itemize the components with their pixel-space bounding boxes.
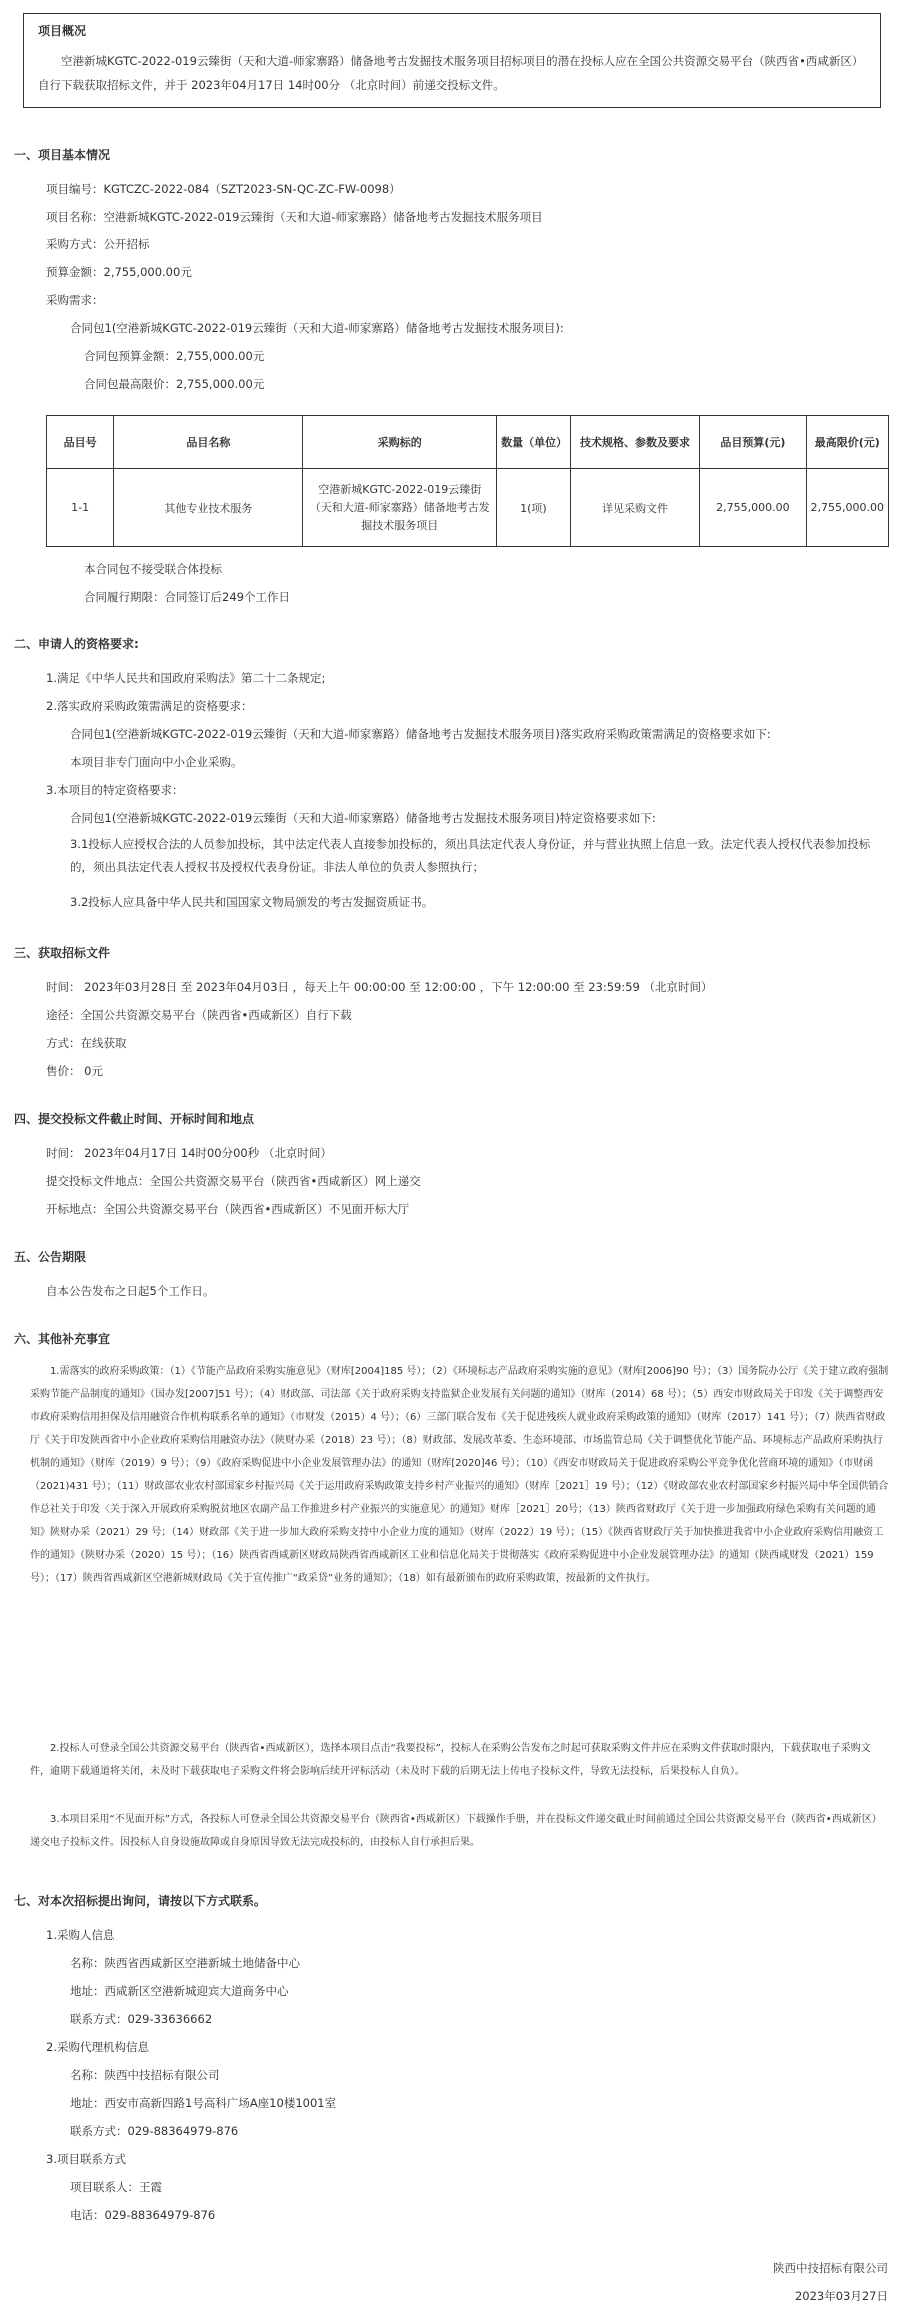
- qual-item-2b: 本项目非专门面向中小企业采购。: [70, 755, 243, 769]
- section-3-title: 三、获取招标文件: [14, 946, 111, 960]
- agency-address: 地址：西安市高新四路1号高科广场A座10楼1001室: [70, 2096, 337, 2110]
- qual-item-2: 2.落实政府采购政策需满足的资格要求：: [46, 699, 253, 713]
- header-target: 采购标的: [303, 416, 497, 469]
- section-6-title: 六、其他补充事宜: [14, 1332, 111, 1346]
- header-max-price: 最高限价(元): [806, 416, 888, 469]
- supplement-policies: 1.需落实的政府采购政策：（1）《节能产品政府采购实施意见》（财库[2004]185 号）；（2）《环境标志产品政府采购实施的意见》（财库[2006]90 号）；（3）国务院办公厅《关于建立政府强制采购节能产品制度的通知》（国办发[2007]51 号）；（4）财政部、司法部《关于政府采购支持监狱企业发展有关问题的通知》（财库（2014）68 号）；（5）西安市财政局关于印发《关于调整西安市政府采购信用担保及信用融资合作机构联系名单的通知》（市财发（2015）4 号）；（6）三部门联合发布《关于促进残疾人就业政府采购政策的通知》（财库（2017）141 号）；（7）陕西省财政厅《关于印发陕西省中小企业政府采购信用融资办法》（陕财办采（2018）23 号）；（8）财政部、发展改革委、生态环境部、市场监管总局《关于调整优化节能产品、环境标志产品政府采购执行机制的通知》（财库（2019）9 号）；（9）《政府采购促进中小企业发展管理办法》的通知（财库[2020]46 号）；（10）《西安市财政局关于促进政府采购公平竞争优化营商环境的通知》（市财函（2021)431 号）；（11）财政部农业农村部国家乡村振兴局《关于运用政府采购政策支持乡村产业振兴的通知》（财库［2021］19 号）；（12）《财政部农业农村部国家乡村振兴局中华全国供销合作总社关于印发〈关于深入开展政府采购脱贫地区农副产品工作推进乡村产业振兴的实施意见〉的通知》财库［2021］20号；（13）陕西省财政厅《关于进一步加强政府绿色采购有关问题的通知》陕财办采（2021）29 号；（14）财政部《关于进一步加大政府采购支持中小企业力度的通知》（财库（2022）19 号）；（15）《陕西省财政厅关于加快推进我省中小企业政府采购信用融资工作的通知》（陕财办采（2020）15 号）；（16）陕西省西咸新区财政局陕西省西咸新区工业和信息化局关于贯彻落实《政府采购促进中小企业发展管理办法》的通知（陕西咸财发（2021）159号）；（17）陕西省西咸新区空港新城财政局《关于宣传推广“政采贷”业务的通知》；（18）如有最新颁布的政府采购政策，按最新的文件执行。: [30, 1366, 889, 1584]
- qual-item-3a: 合同包1(空港新城KGTC-2022-019云臻街（天和大道-师家寨路）储备地考古发掘技术服务项目)特定资格要求如下:: [70, 811, 656, 825]
- purchaser-phone: 联系方式：029-33636662: [70, 2012, 213, 2026]
- cell-target: 空港新城KGTC-2022-019云臻街（天和大道-师家寨路）储备地考古发掘技术服务项目: [303, 469, 497, 547]
- section-1-title: 一、项目基本情况: [14, 148, 111, 162]
- cell-max-price: 2,755,000.00: [806, 469, 888, 547]
- header-item-budget: 品目预算(元): [700, 416, 806, 469]
- notice-period: 自本公告发布之日起5个工作日。: [46, 1284, 215, 1298]
- cell-item-budget: 2,755,000.00: [700, 469, 806, 547]
- qual-item-2a: 合同包1(空港新城KGTC-2022-019云臻街（天和大道-师家寨路）储备地考古发掘技术服务项目)落实政府采购政策需满足的资格要求如下:: [70, 727, 771, 741]
- header-spec: 技术规格、参数及要求: [570, 416, 700, 469]
- supplement-download: 2.投标人可登录全国公共资源交易平台（陕西省•西咸新区），选择本项目点击“我要投标”，投标人在采购公告发布之时起可获取采购文件并应在采购文件获取时限内，下载获取电子采购文件，逾期下载通道将关闭，未及时下载获取电子采购文件将会影响后续开评标活动（未及时下载的后期无法上传电子投标文件，导致无法投标，后果投标人自负）。: [30, 1743, 871, 1777]
- opening-location: 开标地点：全国公共资源交易平台（陕西省•西咸新区）不见面开标大厅: [46, 1202, 410, 1216]
- cell-item-no: 1-1: [47, 469, 114, 547]
- obtain-price: 售价： 0元: [46, 1064, 103, 1078]
- obtain-time: 时间： 2023年03月28日 至 2023年04月03日 ，每天上午 00:00:00 至 12:00:00 ，下午 12:00:00 至 23:59:59 （北京时间）: [46, 980, 713, 994]
- footer-date: 2023年03月27日: [794, 2289, 888, 2303]
- purchaser-name: 名称：陕西省西咸新区空港新城土地储备中心: [70, 1956, 300, 1970]
- overview-title: 项目概况: [38, 24, 87, 38]
- project-contact-phone: 电话：029-88364979-876: [70, 2208, 216, 2222]
- qual-item-3b: 3.1投标人应授权合法的人员参加投标，其中法定代表人直接参加投标的，须出具法定代表人身份证，并与营业执照上信息一致。法定代表人授权代表参加投标的，须出具法定代表人授权书及授权代表身份证。非法人单位的负责人参照执行；: [70, 837, 871, 874]
- purchaser-info: 1.采购人信息: [46, 1928, 115, 1942]
- table-row: [47, 469, 889, 547]
- contract-package: 合同包1(空港新城KGTC-2022-019云臻街（天和大道-师家寨路）储备地考古发掘技术服务项目):: [70, 321, 564, 335]
- project-overview-box: [23, 13, 881, 108]
- submit-location: 提交投标文件地点：全国公共资源交易平台（陕西省•西咸新区）网上递交: [46, 1174, 421, 1188]
- section-5-title: 五、公告期限: [14, 1250, 87, 1264]
- project-contact-person: 项目联系人：王霞: [70, 2180, 162, 2194]
- cell-spec: 详见采购文件: [570, 469, 700, 547]
- section-7-title: 七、对本次招标提出询问，请按以下方式联系。: [14, 1894, 267, 1908]
- agency-info: 2.采购代理机构信息: [46, 2040, 149, 2054]
- procurement-table: [46, 415, 889, 547]
- header-item-no: 品目号: [47, 416, 114, 469]
- table-header-row: [47, 416, 889, 469]
- qual-item-1: 1.满足《中华人民共和国政府采购法》第二十二条规定;: [46, 671, 326, 685]
- header-item-name: 品目名称: [114, 416, 303, 469]
- project-name: 项目名称：空港新城KGTC-2022-019云臻街（天和大道-师家寨路）储备地考古发掘技术服务项目: [46, 210, 543, 224]
- deadline-time: 时间： 2023年04月17日 14时00分00秒 （北京时间）: [46, 1146, 332, 1160]
- budget-amount: 预算金额：2,755,000.00元: [46, 265, 192, 279]
- project-contact-info: 3.项目联系方式: [46, 2152, 126, 2166]
- section-4-title: 四、提交投标文件截止时间、开标时间和地点: [14, 1112, 255, 1126]
- overview-text: 空港新城KGTC-2022-019云臻街（天和大道-师家寨路）储备地考古发掘技术服务项目招标项目的潜在投标人应在全国公共资源交易平台（陕西省•西咸新区）自行下载获取招标文件，并于 2023年04月17日 14时00分 （北京时间）前递交投标文件。: [38, 54, 864, 92]
- contract-period: 合同履行期限：合同签订后249个工作日: [84, 590, 290, 604]
- obtain-way: 途径：全国公共资源交易平台（陕西省•西咸新区）自行下载: [46, 1008, 352, 1022]
- agency-name: 名称：陕西中技招标有限公司: [70, 2068, 220, 2082]
- no-consortium-note: 本合同包不接受联合体投标: [84, 562, 222, 576]
- qual-item-3: 3.本项目的特定资格要求：: [46, 783, 184, 797]
- agency-phone: 联系方式：029-88364979-876: [70, 2124, 239, 2138]
- footer-company: 陕西中技招标有限公司: [773, 2261, 888, 2275]
- cell-quantity: 1(项): [497, 469, 571, 547]
- qual-item-3c: 3.2投标人应具备中华人民共和国国家文物局颁发的考古发掘资质证书。: [70, 895, 434, 909]
- procurement-demand: 采购需求：: [46, 293, 104, 307]
- supplement-remote-opening: 3.本项目采用“不见面开标”方式，各投标人可登录全国公共资源交易平台（陕西省•西咸新区）下载操作手册，并在投标文件递交截止时间前通过全国公共资源交易平台（陕西省•西咸新区）递交电子投标文件。因投标人自身设施故障或自身原因导致无法完成投标的，由投标人自行承担后果。: [30, 1814, 882, 1848]
- header-quantity: 数量（单位）: [497, 416, 571, 469]
- cell-item-name: 其他专业技术服务: [114, 469, 303, 547]
- package-budget: 合同包预算金额：2,755,000.00元: [84, 349, 265, 363]
- section-2-title: 二、申请人的资格要求:: [14, 637, 139, 651]
- project-number: 项目编号：KGTCZC-2022-084（SZT2023-SN-QC-ZC-FW-0098）: [46, 182, 401, 196]
- package-max-price: 合同包最高限价：2,755,000.00元: [84, 377, 265, 391]
- obtain-mode: 方式：在线获取: [46, 1036, 127, 1050]
- purchaser-address: 地址：西咸新区空港新城迎宾大道商务中心: [70, 1984, 289, 1998]
- procurement-method: 采购方式：公开招标: [46, 237, 150, 251]
